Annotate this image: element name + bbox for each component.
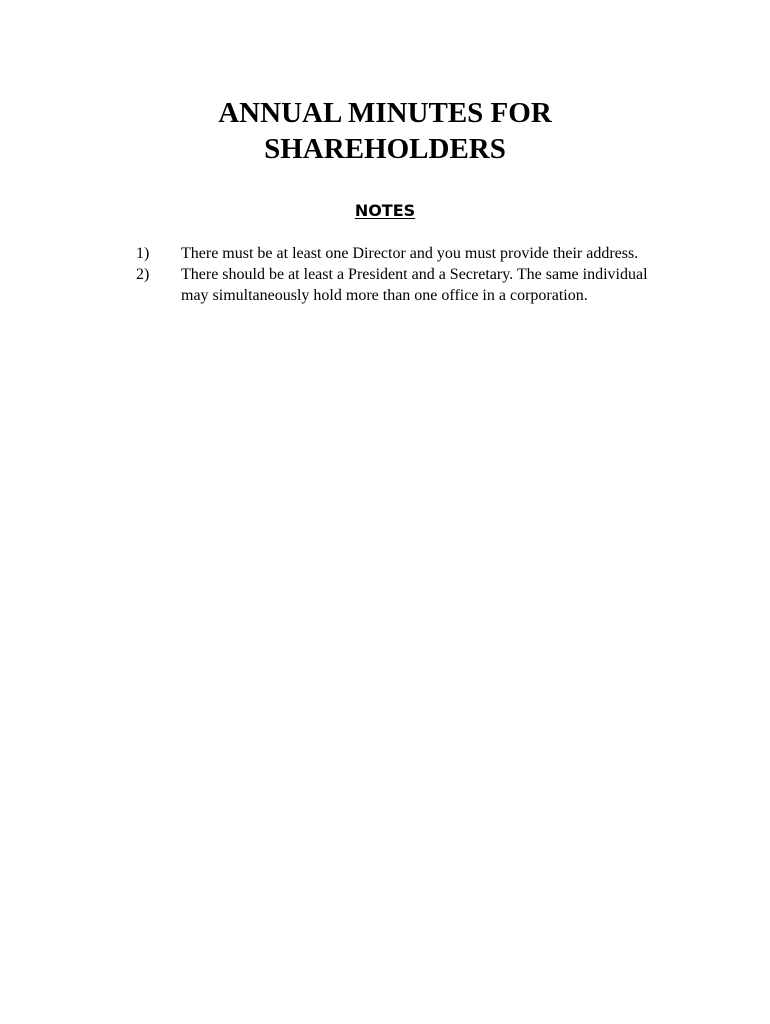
note-text: There should be at least a President and a Secretary. The same individual may simultaneously hold more than one office in a corporation. [181, 266, 648, 304]
note-number: 2) [136, 266, 150, 283]
note-text: There must be at least one Director and you must provide their address. [181, 245, 639, 262]
notes-heading: NOTES [354, 201, 416, 220]
document-title [0, 95, 770, 167]
title-line-2: SHAREHOLDERS [264, 133, 506, 165]
note-number: 1) [136, 245, 150, 262]
note-item-2 [0, 264, 770, 306]
title-line-1: ANNUAL MINUTES FOR [218, 97, 552, 129]
notes-list [0, 243, 770, 306]
note-item-1 [0, 243, 770, 264]
